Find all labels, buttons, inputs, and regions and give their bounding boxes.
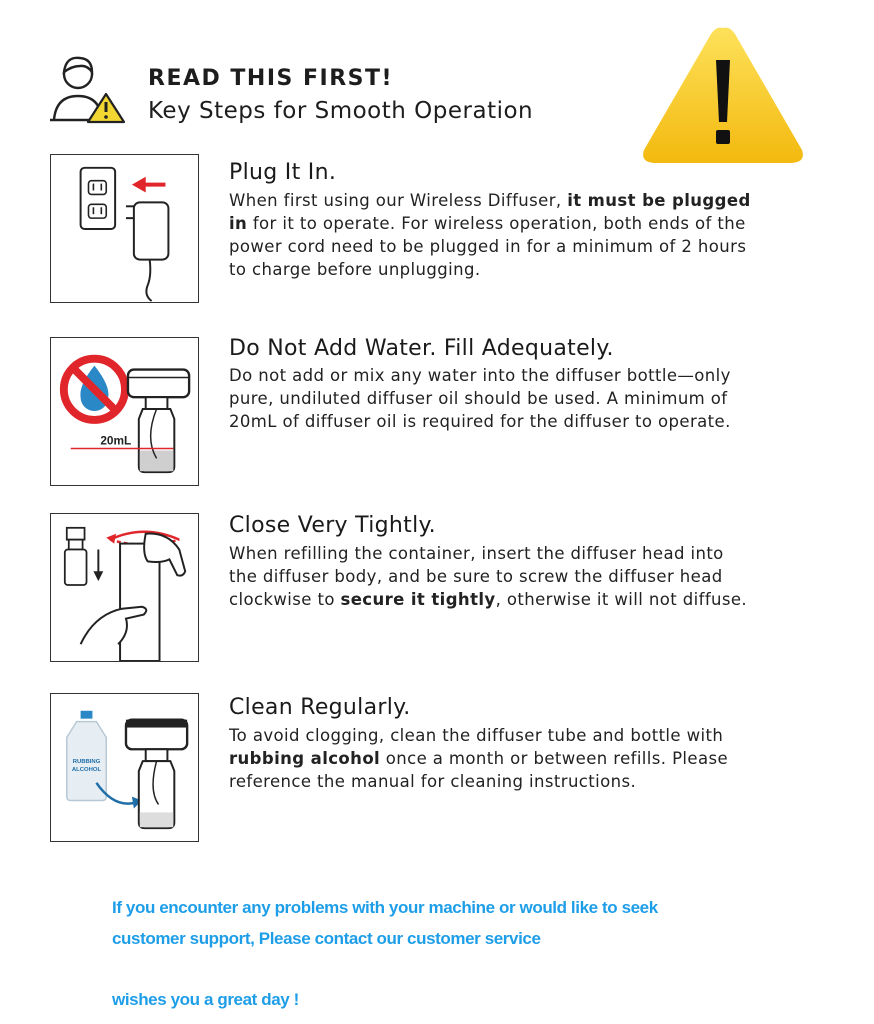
support-message-line-1: If you encounter any problems with your machine or would like to seek [112, 898, 658, 917]
warning-icon [640, 22, 806, 166]
alcohol-label: ALCOHOL [71, 766, 102, 773]
tighten-head-icon [51, 514, 198, 661]
no-water-image [50, 337, 199, 486]
rubbing-alcohol-icon [51, 694, 198, 841]
step-4-text: To avoid clogging, clean the diffuser tube and bottle with rubbing alcohol once a month or between refills. Please reference the manual for cleaning instructions. [229, 726, 729, 791]
step-4-title: Clean Regularly. [229, 695, 411, 720]
step-3-text: When refilling the container, insert the diffuser head into the diffuser body, and be sure to screw the diffuser head clockwise to secure it tightly, otherwise it will not diffuse. [229, 544, 748, 609]
rubbing-alcohol-image [50, 693, 199, 842]
step-1-title: Plug It In. [229, 160, 337, 185]
plug-outlet-image [50, 154, 199, 303]
step-1-text: When first using our Wireless Diffuser, it must be plugged in for it to operate. For wireless operation, both ends of the power cord need to be plugged in for a minimum of 2 hours to charge before unplugging. [229, 191, 751, 279]
rubbing-label: RUBBING [72, 759, 101, 766]
support-message-line-2: customer support, Please contact our customer service [112, 929, 541, 948]
closing-message: wishes you a great day ! [112, 990, 299, 1009]
step-2-text: Do not add or mix any water into the diffuser bottle—only pure, undiluted diffuser oil should be used. A minimum of 20mL of diffuser oil is required for the diffuser to operate. [229, 366, 731, 431]
person-warning-icon [50, 50, 132, 124]
20ml-label: 20mL [100, 433, 132, 448]
step-2-title: Do Not Add Water. Fill Adequately. [229, 336, 614, 361]
page-subtitle: Key Steps for Smooth Operation [148, 98, 534, 124]
no-water-icon [51, 338, 198, 485]
plug-outlet-icon [51, 155, 198, 302]
page-title: READ THIS FIRST! [148, 66, 394, 91]
step-3-title: Close Very Tightly. [229, 513, 436, 538]
tighten-head-image [50, 513, 199, 662]
